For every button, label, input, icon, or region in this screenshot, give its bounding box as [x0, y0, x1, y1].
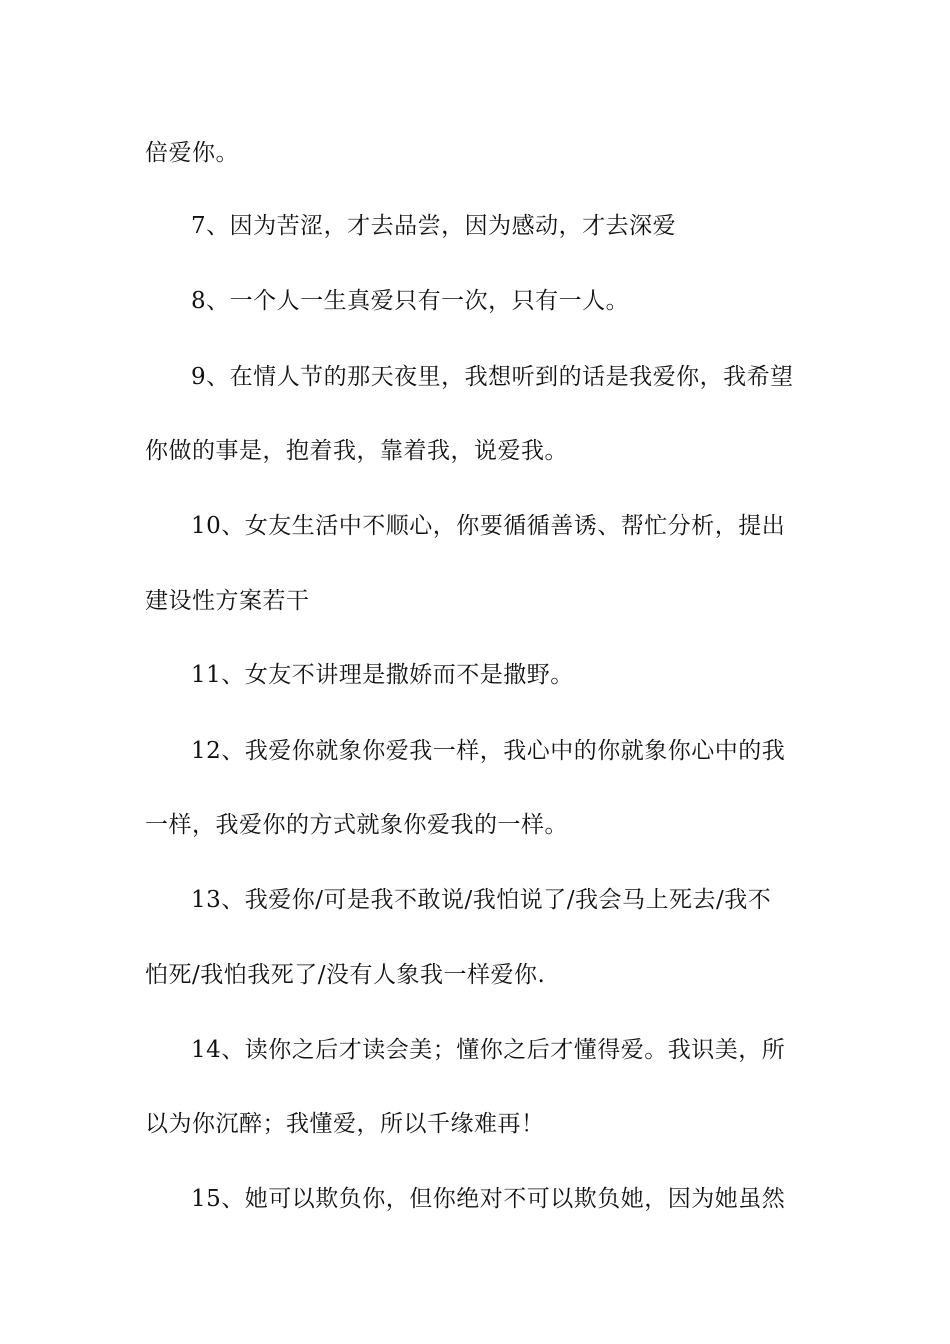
- text-line: 怕死/我怕我死了/没有人象我一样爱你.: [145, 962, 546, 988]
- text-line: 12、我爱你就象你爱我一样，我心中的你就象你心中的我: [191, 738, 786, 764]
- text-line: 倍爱你。: [145, 140, 239, 166]
- text-line: 你做的事是，抱着我，靠着我，说爱我。: [145, 438, 568, 464]
- text-line: 建设性方案若干: [145, 588, 310, 614]
- text-line: 一样，我爱你的方式就象你爱我的一样。: [145, 812, 568, 838]
- text-line: 10、女友生活中不顺心，你要循循善诱、帮忙分析，提出: [191, 513, 786, 539]
- text-line: 15、她可以欺负你，但你绝对不可以欺负她，因为她虽然: [191, 1186, 786, 1212]
- text-line: 8、一个人一生真爱只有一次，只有一人。: [191, 288, 630, 314]
- text-line: 9、在情人节的那天夜里，我想听到的话是我爱你，我希望: [191, 364, 794, 390]
- text-line: 7、因为苦涩，才去品尝，因为感动，才去深爱: [191, 213, 677, 239]
- text-line: 以为你沉醉；我懂爱，所以千缘难再！: [145, 1111, 545, 1137]
- text-line: 14、读你之后才读会美；懂你之后才懂得爱。我识美，所: [191, 1037, 786, 1063]
- text-line: 13、我爱你/可是我不敢说/我怕说了/我会马上死去/我不: [191, 887, 772, 913]
- text-line: 11、女友不讲理是撒娇而不是撒野。: [191, 662, 574, 688]
